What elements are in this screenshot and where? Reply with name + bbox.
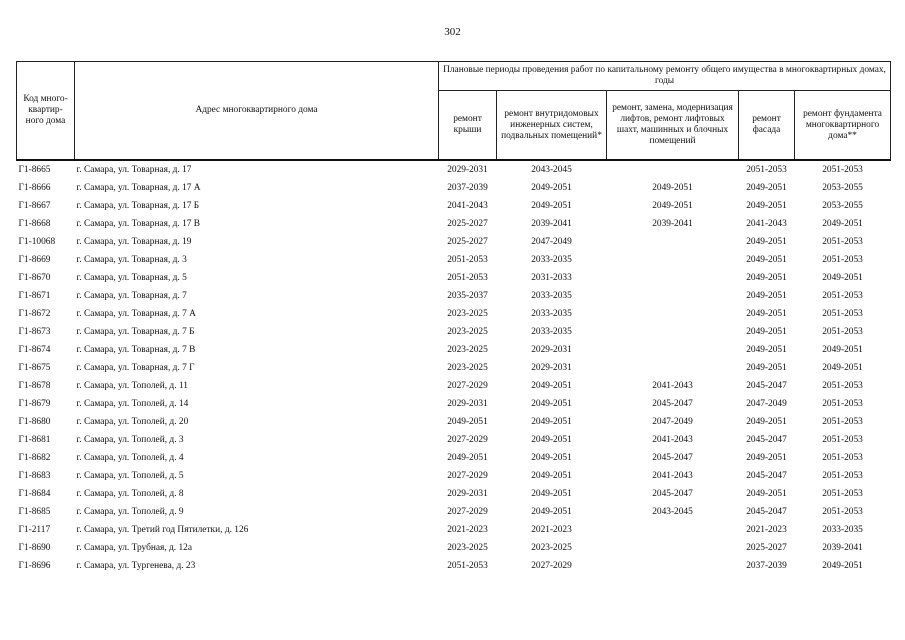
cell-engineering: 2049-2051 (531, 434, 572, 445)
table-row (17, 305, 891, 323)
cell-roof: 2023-2025 (447, 308, 488, 319)
header-code: Код много- квартир- ного дома (17, 62, 75, 161)
cell-engineering: 2033-2035 (531, 254, 572, 265)
cell-code: Г1-10068 (18, 236, 56, 247)
cell-lifts (607, 521, 739, 539)
cell-facade: 2049-2051 (746, 452, 787, 463)
cell-lifts: 2045-2047 (652, 452, 693, 463)
cell-address: г. Самара, ул. Третий год Пятилетки, д. 126 (76, 524, 249, 535)
cell-lifts: 2043-2045 (652, 506, 693, 517)
cell-engineering: 2029-2031 (531, 362, 572, 373)
cell-facade: 2049-2051 (746, 200, 787, 211)
cell-engineering: 2027-2029 (531, 560, 572, 571)
cell-address: г. Самара, ул. Тополей, д. 3 (76, 434, 184, 445)
cell-code: Г1-8679 (18, 398, 51, 409)
table-row (17, 269, 891, 287)
cell-lifts: 2041-2043 (652, 434, 693, 445)
cell-lifts: 2041-2043 (652, 470, 693, 481)
cell-facade: 2049-2051 (746, 254, 787, 265)
cell-roof: 2049-2051 (447, 452, 488, 463)
cell-code: Г1-8674 (18, 344, 51, 355)
cell-roof: 2023-2025 (447, 326, 488, 337)
table-row (17, 233, 891, 251)
cell-address: г. Самара, ул. Трубная, д. 12а (76, 542, 193, 553)
cell-engineering: 2049-2051 (531, 488, 572, 499)
header-lifts: ремонт, замена, модернизация лифтов, ремонт лифтовых шахт, машинных и блочных помещений (607, 91, 739, 161)
cell-lifts (607, 323, 739, 341)
cell-roof: 2037-2039 (447, 182, 488, 193)
cell-foundation: 2051-2053 (822, 308, 863, 319)
cell-engineering: 2047-2049 (531, 236, 572, 247)
cell-address: г. Самара, ул. Тополей, д. 5 (76, 470, 184, 481)
cell-facade: 2049-2051 (746, 272, 787, 283)
cell-code: Г1-8678 (18, 380, 51, 391)
cell-foundation: 2051-2053 (822, 236, 863, 247)
cell-facade: 2037-2039 (746, 560, 787, 571)
cell-foundation: 2051-2053 (822, 434, 863, 445)
table-row (17, 449, 891, 467)
cell-foundation: 2051-2053 (822, 254, 863, 265)
cell-facade: 2047-2049 (746, 398, 787, 409)
cell-foundation: 2051-2053 (822, 452, 863, 463)
cell-address: г. Самара, ул. Товарная, д. 17 Б (76, 200, 200, 211)
cell-roof: 2025-2027 (447, 218, 488, 229)
header-planned-periods: Плановые периоды проведения работ по капитальному ремонту общего имущества в многоквартирных домах, годы (439, 62, 891, 91)
cell-address: г. Самара, ул. Тополей, д. 9 (76, 506, 184, 517)
cell-lifts: 2049-2051 (652, 200, 693, 211)
cell-facade: 2049-2051 (746, 308, 787, 319)
table-row (17, 359, 891, 377)
cell-roof: 2029-2031 (447, 164, 488, 175)
cell-address: г. Самара, ул. Товарная, д. 17 А (76, 182, 201, 193)
cell-engineering: 2039-2041 (531, 218, 572, 229)
cell-code: Г1-8669 (18, 254, 51, 265)
cell-roof: 2021-2023 (447, 524, 488, 535)
header-roof: ремонт крыши (439, 91, 497, 161)
cell-code: Г1-8668 (18, 218, 51, 229)
cell-address: г. Самара, ул. Тополей, д. 8 (76, 488, 184, 499)
cell-address: г. Самара, ул. Товарная, д. 7 Г (76, 362, 195, 373)
cell-lifts (607, 287, 739, 305)
cell-engineering: 2049-2051 (531, 470, 572, 481)
cell-code: Г1-8670 (18, 272, 51, 283)
table-row (17, 503, 891, 521)
cell-address: г. Самара, ул. Товарная, д. 19 (76, 236, 192, 247)
cell-engineering: 2029-2031 (531, 344, 572, 355)
cell-address: г. Самара, ул. Товарная, д. 7 В (76, 344, 196, 355)
cell-code: Г1-8665 (18, 164, 51, 175)
cell-facade: 2045-2047 (746, 380, 787, 391)
cell-foundation: 2049-2051 (822, 362, 863, 373)
table-row (17, 485, 891, 503)
header-address: Адрес многоквартирного дома (75, 62, 439, 161)
cell-foundation: 2051-2053 (822, 290, 863, 301)
cell-address: г. Самара, ул. Тополей, д. 20 (76, 416, 189, 427)
cell-facade: 2025-2027 (746, 542, 787, 553)
cell-lifts (607, 233, 739, 251)
cell-facade: 2049-2051 (746, 236, 787, 247)
cell-facade: 2051-2053 (746, 164, 787, 175)
cell-lifts (607, 305, 739, 323)
cell-lifts (607, 341, 739, 359)
cell-lifts: 2049-2051 (652, 182, 693, 193)
cell-roof: 2029-2031 (447, 488, 488, 499)
cell-foundation: 2053-2055 (822, 200, 863, 211)
cell-roof: 2023-2025 (447, 542, 488, 553)
table-row (17, 179, 891, 197)
cell-lifts (607, 269, 739, 287)
cell-facade: 2049-2051 (746, 362, 787, 373)
cell-facade: 2049-2051 (746, 416, 787, 427)
table-row (17, 431, 891, 449)
cell-engineering: 2021-2023 (531, 524, 572, 535)
cell-lifts (607, 160, 739, 179)
table-header (17, 62, 891, 161)
cell-foundation: 2051-2053 (822, 506, 863, 517)
cell-address: г. Самара, ул. Товарная, д. 3 (76, 254, 187, 265)
table-row (17, 341, 891, 359)
cell-engineering: 2049-2051 (531, 200, 572, 211)
cell-facade: 2045-2047 (746, 470, 787, 481)
cell-code: Г1-8683 (18, 470, 51, 481)
cell-foundation: 2039-2041 (822, 542, 863, 553)
table-body (17, 160, 891, 575)
cell-roof: 2041-2043 (447, 200, 488, 211)
table-row (17, 197, 891, 215)
cell-facade: 2049-2051 (746, 344, 787, 355)
cell-facade: 2049-2051 (746, 290, 787, 301)
cell-code: Г1-8684 (18, 488, 51, 499)
cell-address: г. Самара, ул. Тополей, д. 4 (76, 452, 184, 463)
table-row (17, 413, 891, 431)
cell-roof: 2027-2029 (447, 380, 488, 391)
cell-roof: 2035-2037 (447, 290, 488, 301)
cell-roof: 2051-2053 (447, 254, 488, 265)
cell-engineering: 2049-2051 (531, 380, 572, 391)
cell-roof: 2049-2051 (447, 416, 488, 427)
cell-foundation: 2053-2055 (822, 182, 863, 193)
capital-repair-table (16, 61, 891, 575)
cell-foundation: 2033-2035 (822, 524, 863, 535)
table-row (17, 557, 891, 575)
cell-facade: 2049-2051 (746, 488, 787, 499)
cell-code: Г1-8685 (18, 506, 51, 517)
cell-facade: 2045-2047 (746, 434, 787, 445)
table-row (17, 251, 891, 269)
cell-lifts: 2045-2047 (652, 488, 693, 499)
header-foundation: ремонт фундамента многоквартирного дома** (795, 91, 891, 161)
cell-foundation: 2051-2053 (822, 164, 863, 175)
cell-lifts (607, 557, 739, 575)
cell-engineering: 2033-2035 (531, 326, 572, 337)
cell-code: Г1-8672 (18, 308, 51, 319)
table-row (17, 377, 891, 395)
cell-facade: 2049-2051 (746, 326, 787, 337)
cell-address: г. Самара, ул. Товарная, д. 7 А (76, 308, 196, 319)
cell-facade: 2049-2051 (746, 182, 787, 193)
cell-facade: 2021-2023 (746, 524, 787, 535)
cell-roof: 2023-2025 (447, 362, 488, 373)
cell-engineering: 2049-2051 (531, 398, 572, 409)
cell-roof: 2051-2053 (447, 272, 488, 283)
cell-roof: 2025-2027 (447, 236, 488, 247)
cell-engineering: 2033-2035 (531, 308, 572, 319)
cell-address: г. Самара, ул. Товарная, д. 17 (76, 164, 192, 175)
cell-facade: 2045-2047 (746, 506, 787, 517)
cell-address: г. Самара, ул. Тополей, д. 14 (76, 398, 189, 409)
cell-lifts (607, 359, 739, 377)
cell-facade: 2041-2043 (746, 218, 787, 229)
cell-address: г. Самара, ул. Тополей, д. 11 (76, 380, 188, 391)
cell-engineering: 2049-2051 (531, 452, 572, 463)
cell-lifts (607, 539, 739, 557)
cell-foundation: 2051-2053 (822, 470, 863, 481)
cell-foundation: 2051-2053 (822, 326, 863, 337)
cell-roof: 2023-2025 (447, 344, 488, 355)
cell-code: Г1-8666 (18, 182, 51, 193)
cell-foundation: 2049-2051 (822, 560, 863, 571)
cell-code: Г1-8681 (18, 434, 51, 445)
cell-code: Г1-2117 (18, 524, 51, 535)
table-row (17, 215, 891, 233)
cell-foundation: 2051-2053 (822, 380, 863, 391)
table-row (17, 521, 891, 539)
table-row (17, 467, 891, 485)
cell-code: Г1-8675 (18, 362, 51, 373)
cell-code: Г1-8680 (18, 416, 51, 427)
cell-address: г. Самара, ул. Товарная, д. 7 Б (76, 326, 195, 337)
cell-lifts: 2039-2041 (652, 218, 693, 229)
cell-code: Г1-8671 (18, 290, 51, 301)
cell-lifts: 2041-2043 (652, 380, 693, 391)
page-number: 302 (444, 26, 461, 38)
table-row (17, 160, 891, 179)
cell-code: Г1-8673 (18, 326, 51, 337)
cell-engineering: 2023-2025 (531, 542, 572, 553)
cell-code: Г1-8667 (18, 200, 51, 211)
cell-foundation: 2049-2051 (822, 218, 863, 229)
cell-address: г. Самара, ул. Товарная, д. 5 (76, 272, 187, 283)
cell-code: Г1-8682 (18, 452, 51, 463)
cell-roof: 2027-2029 (447, 434, 488, 445)
header-engineering: ремонт внутридомовых инженерных систем, подвальных помещений* (497, 91, 607, 161)
cell-address: г. Самара, ул. Товарная, д. 7 (76, 290, 187, 301)
cell-lifts: 2047-2049 (652, 416, 693, 427)
header-facade: ремонт фасада (739, 91, 795, 161)
cell-code: Г1-8696 (18, 560, 51, 571)
cell-roof: 2051-2053 (447, 560, 488, 571)
cell-engineering: 2031-2033 (531, 272, 572, 283)
cell-engineering: 2049-2051 (531, 506, 572, 517)
table-row (17, 323, 891, 341)
cell-code: Г1-8690 (18, 542, 51, 553)
cell-address: г. Самара, ул. Товарная, д. 17 В (76, 218, 201, 229)
cell-roof: 2027-2029 (447, 470, 488, 481)
table-row (17, 395, 891, 413)
cell-roof: 2027-2029 (447, 506, 488, 517)
cell-engineering: 2033-2035 (531, 290, 572, 301)
cell-address: г. Самара, ул. Тургенева, д. 23 (76, 560, 196, 571)
cell-foundation: 2049-2051 (822, 344, 863, 355)
cell-foundation: 2051-2053 (822, 398, 863, 409)
table-row (17, 287, 891, 305)
cell-roof: 2029-2031 (447, 398, 488, 409)
cell-engineering: 2049-2051 (531, 182, 572, 193)
cell-engineering: 2043-2045 (531, 164, 572, 175)
cell-engineering: 2049-2051 (531, 416, 572, 427)
cell-foundation: 2051-2053 (822, 488, 863, 499)
cell-lifts (607, 251, 739, 269)
cell-lifts: 2045-2047 (652, 398, 693, 409)
cell-foundation: 2049-2051 (822, 272, 863, 283)
table-row (17, 539, 891, 557)
cell-foundation: 2051-2053 (822, 416, 863, 427)
